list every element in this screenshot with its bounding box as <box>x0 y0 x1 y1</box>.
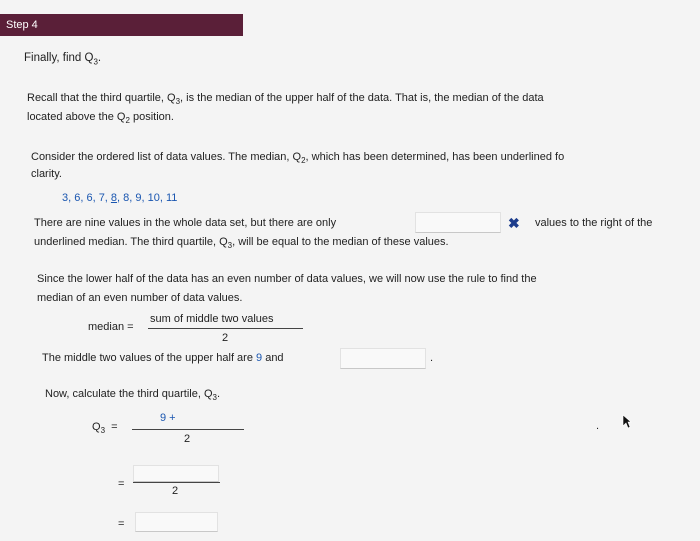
q3-period: . <box>596 420 600 432</box>
values-right-count-input[interactable] <box>415 212 501 233</box>
q3-fraction-bar <box>132 429 244 430</box>
nine-values-line-1a: There are nine values in the whole data set, but there are only <box>34 217 337 229</box>
consider-line-2: clarity. <box>31 168 62 180</box>
rule-line-2: median of an even number of data values. <box>37 292 243 304</box>
q3-equals-label: $Q_3$ = <box>92 421 118 436</box>
median-denominator: 2 <box>222 332 229 344</box>
mouse-pointer-icon <box>622 414 632 430</box>
sum-fraction-bar <box>133 482 220 483</box>
calculate-q3-text: Now, calculate the third quartile, $Q_3$. <box>45 388 221 403</box>
x-mark-icon: ✖ <box>508 215 520 231</box>
sum-input[interactable] <box>133 465 219 482</box>
second-middle-value-input[interactable] <box>340 348 426 369</box>
middle-two-text: The middle two values of the upper half are 9 and <box>42 352 284 364</box>
recall-line-2: located above the $Q_2$ position. <box>27 111 174 126</box>
nine-values-line-1b: values to the right of the <box>535 217 653 229</box>
step-label: Step 4 <box>6 19 38 31</box>
q3-numerator-prefix: 9 + <box>160 412 176 424</box>
third-equals: = <box>118 518 125 530</box>
nine-values-line-2: underlined median. The third quartile, $Q_3$, will be equal to the median of these values. <box>34 236 449 251</box>
step-header <box>0 14 243 36</box>
median-label: median = <box>88 321 134 333</box>
median-fraction-bar <box>148 328 303 329</box>
q3-denominator: 2 <box>184 433 191 445</box>
q3-numerator-input[interactable] <box>158 412 244 429</box>
ordered-data-list: 3, 6, 6, 7, 8, 8, 9, 10, 11 <box>62 192 178 204</box>
recall-line-1: Recall that the third quartile, $Q_3$, is the median of the upper half of the data. That is, the median of the data <box>27 92 544 107</box>
middle-two-period: . <box>430 352 434 364</box>
second-equals: = <box>118 478 125 490</box>
find-q3-text: Finally, find $Q_3$. <box>24 52 102 67</box>
median-value: 8 <box>110 192 118 204</box>
median-numerator: sum of middle two values <box>150 313 274 325</box>
q3-final-answer-input[interactable] <box>135 512 218 532</box>
sum-denominator: 2 <box>172 485 179 497</box>
consider-line-1: Consider the ordered list of data values. The median, $Q_2$, which has been determined, has been underlined fo <box>31 151 565 166</box>
rule-line-1: Since the lower half of the data has an even number of data values, we will now use the rule to find the <box>37 273 537 285</box>
